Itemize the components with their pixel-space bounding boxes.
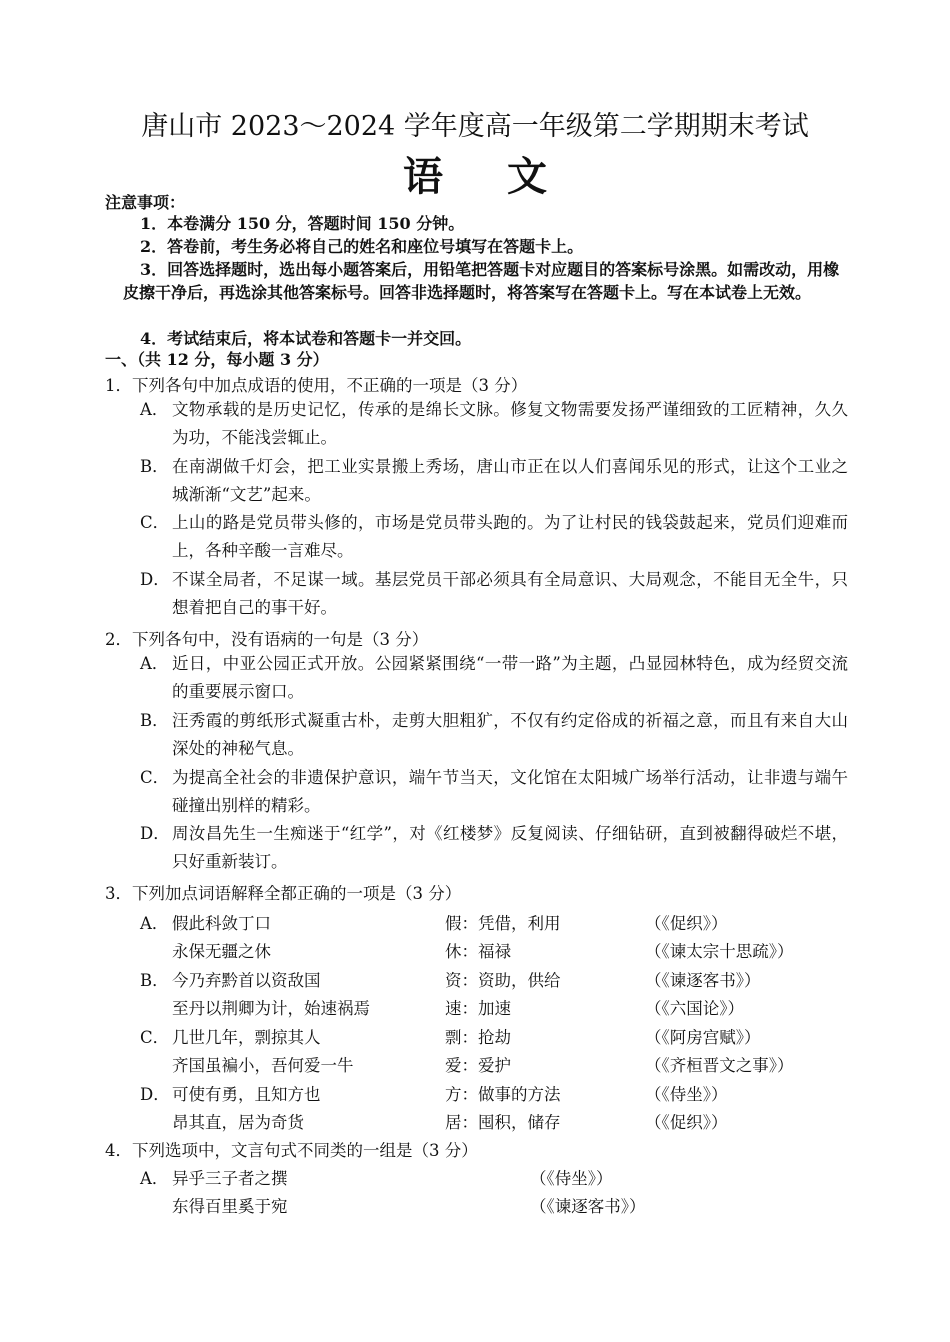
- q3-row-d1-letter: D．: [140, 1085, 170, 1104]
- q4-row-a2-source: （《谏逐客书》）: [530, 1197, 646, 1216]
- q3-row-b1-letter: B．: [140, 971, 169, 990]
- subject-heading: 语文: [403, 153, 611, 200]
- q4-row-a1-sentence: 异乎三子者之撰: [172, 1169, 288, 1188]
- q3-row-a2-source: （《谏太宗十思疏》）: [645, 942, 794, 961]
- q3-row-a1-gloss: 假：凭借，利用: [445, 914, 561, 933]
- question-3-stem: 3．下列加点词语解释全都正确的一项是（3 分）: [105, 884, 462, 903]
- exam-title: 唐山市 2023～2024 学年度高一年级第二学期期末考试: [141, 111, 809, 142]
- notice-heading: 注意事项：: [105, 193, 186, 212]
- q3-row-a2-sentence: 永保无疆之休: [172, 942, 271, 961]
- q3-row-b2-gloss: 速：加速: [445, 999, 511, 1018]
- q3-row-a1-sentence: 假此科敛丁口: [172, 914, 271, 933]
- notice-item-1: 1．本卷满分 150 分，答题时间 150 分钟。: [140, 214, 465, 233]
- question-2-stem: 2．下列各句中，没有语病的一句是（3 分）: [105, 630, 429, 649]
- question-2-option-c: C． 为提高全社会的非遗保护意识，端午节当天，文化馆在太阳城广场举行活动，让非遗与端午碰撞出别样的精彩。: [140, 768, 848, 815]
- q3-row-d1-gloss: 方：做事的方法: [445, 1085, 561, 1104]
- question-1-stem: 1．下列各句中加点成语的使用，不正确的一项是（3 分）: [105, 376, 528, 395]
- q3-row-a1-source: （《促织》）: [645, 914, 728, 933]
- question-1-option-d: D． 不谋全局者，不足谋一域。基层党员干部必须具有全局意识、大局观念，不能目无全牛，只想着把自己的事干好。: [140, 570, 848, 617]
- notice-item-2: 2．答卷前，考生务必将自己的姓名和座位号填写在答题卡上。: [140, 237, 584, 256]
- q3-row-d1-source: （《侍坐》）: [645, 1085, 728, 1104]
- q3-row-b1-gloss: 资：资助，供给: [445, 971, 561, 990]
- question-2-option-a: A． 近日，中亚公园正式开放。公园紧紧围绕“一带一路”为主题，凸显园林特色，成为经贸交流的重要展示窗口。: [140, 654, 848, 701]
- q3-row-c1-source: （《阿房宫赋》）: [645, 1028, 761, 1047]
- question-4-stem: 4．下列选项中，文言句式不同类的一组是（3 分）: [105, 1141, 478, 1160]
- section-one-heading: 一、（共 12 分，每小题 3 分）: [105, 350, 329, 369]
- q3-row-c1-sentence: 几世几年，剽掠其人: [172, 1028, 321, 1047]
- q3-row-d2-sentence: 昂其直，居为奇货: [172, 1113, 304, 1132]
- q3-row-a2-gloss: 休：福禄: [445, 942, 511, 961]
- q4-row-a1-source: （《侍坐》）: [530, 1169, 613, 1188]
- q3-row-b2-sentence: 至丹以荆卿为计，始速祸焉: [172, 999, 370, 1018]
- q3-row-c1-letter: C．: [140, 1028, 170, 1047]
- question-2-option-d: D． 周汝昌先生一生痴迷于“红学”，对《红楼梦》反复阅读、仔细钻研，直到被翻得破烂不堪，只好重新装订。: [140, 824, 848, 871]
- q3-row-d2-gloss: 居：囤积，储存: [445, 1113, 561, 1132]
- q3-row-d1-sentence: 可使有勇，且知方也: [172, 1085, 321, 1104]
- question-2-option-b: B． 汪秀霞的剪纸形式凝重古朴，走剪大胆粗犷，不仅有约定俗成的祈福之意，而且有来自大山深处的神秘气息。: [140, 711, 848, 758]
- notice-item-3: 3．回答选择题时，选出每小题答案后，用铅笔把答题卡对应题目的答案标号涂黑。如需改动，用橡皮擦干净后，再选涂其他答案标号。回答非选择题时，将答案写在答题卡上。写在本试卷上无效。: [123, 260, 840, 302]
- q3-row-d2-source: （《促织》）: [645, 1113, 728, 1132]
- question-1-option-a: A． 文物承载的是历史记忆，传承的是绵长文脉。修复文物需要发扬严谨细致的工匠精神，久久为功，不能浅尝辄止。: [140, 400, 848, 447]
- question-1-option-c: C． 上山的路是党员带头修的，市场是党员带头跑的。为了让村民的钱袋鼓起来，党员们迎难而上，各种辛酸一言难尽。: [140, 513, 848, 560]
- question-1-option-b: B． 在南湖做千灯会，把工业实景搬上秀场，唐山市正在以人们喜闻乐见的形式，让这个工业之城渐渐“文艺”起来。: [140, 457, 848, 504]
- notice-item-4: 4．考试结束后，将本试卷和答题卡一并交回。: [140, 329, 472, 348]
- q3-row-c2-gloss: 爱：爱护: [445, 1056, 511, 1075]
- q3-row-b1-sentence: 今乃弃黔首以资敌国: [172, 971, 321, 990]
- q3-row-b2-source: （《六国论》）: [645, 999, 744, 1018]
- q3-row-c1-gloss: 剽：抢劫: [445, 1028, 511, 1047]
- q3-row-a1-letter: A．: [140, 914, 169, 933]
- q3-row-c2-source: （《齐桓晋文之事》）: [645, 1056, 794, 1075]
- q4-row-a1-letter: A．: [140, 1169, 169, 1188]
- q3-row-b1-source: （《谏逐客书》）: [645, 971, 761, 990]
- q3-row-c2-sentence: 齐国虽褊小，吾何爱一牛: [172, 1056, 354, 1075]
- q4-row-a2-sentence: 东得百里奚于宛: [172, 1197, 288, 1216]
